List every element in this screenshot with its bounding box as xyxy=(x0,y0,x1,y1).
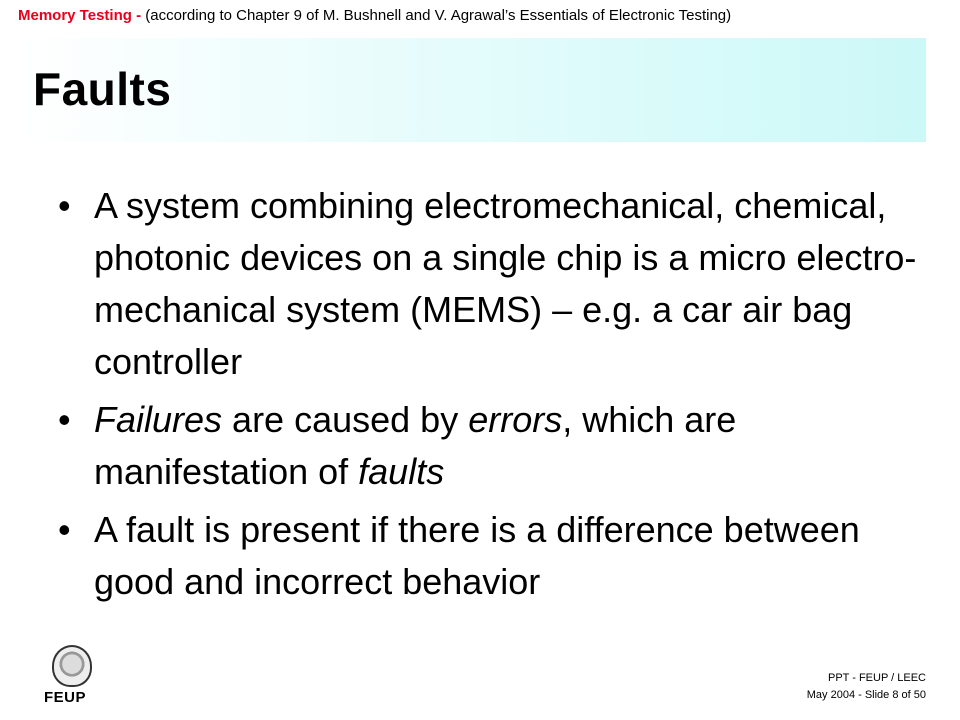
university-seal-icon xyxy=(52,645,92,687)
bullet-segment-italic: Failures xyxy=(94,399,223,440)
bullet-text xyxy=(94,509,860,602)
bullet-list xyxy=(58,180,918,614)
bullet-item xyxy=(58,504,918,608)
bullet-dot-icon: • xyxy=(58,509,71,550)
footer-course: PPT - FEUP / LEEC xyxy=(827,672,926,684)
bullet-segment: , which are manifestation of xyxy=(94,399,737,492)
header-topic: Memory Testing - xyxy=(18,7,142,24)
footer-slide-number: May 2004 - Slide 8 of 50 xyxy=(806,689,926,701)
bullet-text xyxy=(94,399,736,492)
bullet-dot-icon: • xyxy=(58,399,71,440)
bullet-item xyxy=(58,180,918,388)
header-source: (according to Chapter 9 of M. Bushnell and V. Agrawal’s Essentials of Electronic Testing) xyxy=(141,7,732,24)
slide-title: Faults xyxy=(33,63,172,115)
bullet-text xyxy=(94,185,916,382)
header-line xyxy=(18,7,731,24)
bullet-segment-italic: errors xyxy=(468,399,563,440)
slide-footer xyxy=(807,670,926,704)
bullet-segment: A fault is present if there is a difference between good and incorrect behavior xyxy=(94,509,860,602)
bullet-segment: A system combining electromechanical, chemical, photonic devices on a single chip is a micro electro-mechanical system (MEMS) – e.g. a car air bag controller xyxy=(94,185,917,382)
bullet-segment-italic: faults xyxy=(358,451,445,492)
bullet-dot-icon: • xyxy=(58,185,71,226)
bullet-item xyxy=(58,394,918,498)
feup-logo xyxy=(44,645,100,706)
logo-text: FEUP xyxy=(44,689,87,706)
bullet-segment: are caused by xyxy=(222,399,469,440)
